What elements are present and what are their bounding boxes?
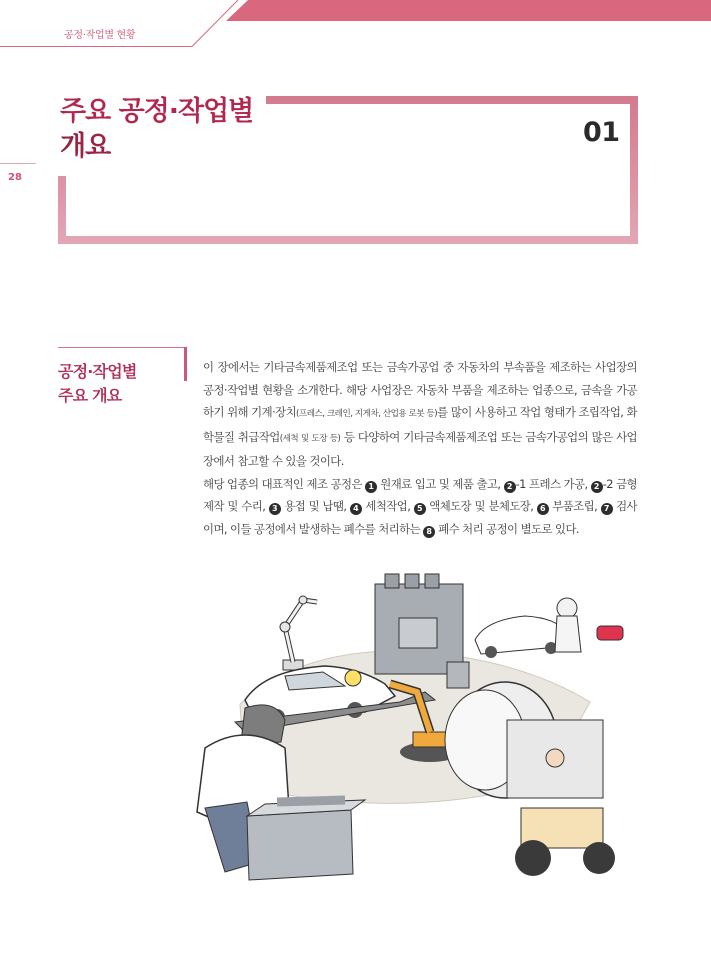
process-text-5: 액체도장 및 분체도장, — [425, 499, 537, 513]
p1-note-1: (프레스, 크레인, 지게차, 산업용 로봇 등) — [296, 409, 438, 419]
chapter-number: 01 — [583, 117, 620, 148]
p2-intro: 해당 업종의 대표적인 제조 공정은 — [203, 476, 366, 491]
chapter-title-line2: 개요 — [60, 131, 111, 162]
section-title-line1: 공정·작업별 — [58, 362, 137, 381]
header-section-label: 공정·작업별 현황 — [64, 30, 136, 41]
process-text-7: 검사이며, 이들 공정에서 발생하는 폐수를 처리하는 — [203, 499, 638, 536]
forklift-icon — [507, 720, 615, 876]
section-title — [58, 360, 137, 408]
press-machine-icon — [375, 574, 469, 688]
process-mark-1: 1 — [365, 481, 377, 493]
process-mark-7: 7 — [601, 503, 613, 515]
process-mark-3: 3 — [269, 503, 281, 515]
process-text-8: 폐수 처리 공정이 별도로 있다. — [435, 521, 579, 536]
page-number-rule — [0, 163, 36, 164]
painter-icon — [555, 598, 623, 652]
process-text-6: 부품조립, — [548, 499, 601, 513]
page-number: 28 — [8, 172, 22, 183]
header-rule — [0, 46, 192, 47]
process-text-2-2: -2 금형 제작 및 수리, — [203, 476, 638, 513]
process-text-1: 원재료 입고 및 제품 출고, — [377, 476, 504, 491]
process-mark-4: 4 — [350, 503, 362, 515]
header-divider — [186, 0, 246, 48]
p1-text-b: 를 많이 사용하고 작업 형태가 조립작업, 화학물질 취급작업 — [203, 405, 637, 444]
process-mark-2-2: 2 — [591, 481, 603, 493]
metal-block-icon — [247, 800, 365, 880]
process-text-3: 용접 및 납땜, — [280, 499, 350, 513]
process-text-4: 세척작업, — [361, 499, 414, 513]
header-band — [226, 0, 711, 21]
body-text — [203, 356, 637, 540]
process-mark-5: 5 — [414, 503, 426, 515]
section-title-line2: 주요 개요 — [58, 386, 122, 405]
factory-illustration — [185, 572, 640, 932]
section-rule — [58, 347, 186, 348]
process-mark-8: 8 — [423, 526, 435, 538]
chapter-title-line1: 주요 공정·작업별 — [60, 96, 254, 127]
process-mark-2-1: 2 — [504, 481, 516, 493]
welding-robot-icon — [280, 596, 317, 670]
paragraph-1 — [203, 356, 637, 473]
process-mark-6: 6 — [537, 503, 549, 515]
paragraph-2 — [203, 473, 637, 541]
p1-text-a: 이 장에서는 기타금속제품제조업 또는 금속가공업 중 자동차의 부속품을 제조하는 사업장의 공정·작업별 현황을 소개한다. 해당 사업장은 자동차 부품을 제조하는 업종으로, 금속을 가공하기 위해 기계·장치 — [203, 360, 637, 419]
chapter-title — [60, 94, 253, 164]
section-bar — [184, 347, 187, 381]
p1-text-c: 등 다양하여 기타금속제품제조업 또는 금속가공업의 많은 사업장에서 참고할 수 있을 것이다. — [203, 429, 637, 468]
process-text-2-1: -1 프레스 가공, — [515, 476, 591, 491]
p1-note-2: (세척 및 도장 등) — [279, 433, 341, 444]
